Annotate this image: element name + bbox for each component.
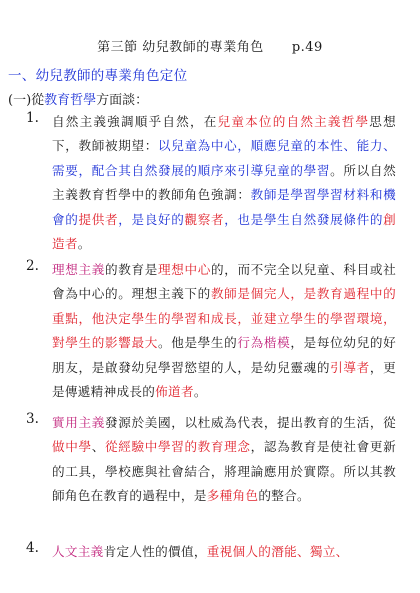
- item-number: 4.: [26, 540, 39, 556]
- text-segment: 。: [193, 384, 207, 400]
- list-item: [8, 258, 412, 428]
- text-segment: 行為楷模: [237, 335, 291, 351]
- item-text: [52, 540, 396, 564]
- page-header: [0, 36, 420, 55]
- text-segment: 重視個人的潛能、獨立、: [206, 544, 349, 559]
- text-segment: 。: [77, 236, 91, 252]
- item-text: [52, 411, 396, 509]
- text-segment: 引導者: [330, 359, 370, 375]
- text-segment: 自然主義強調順乎自然，在: [52, 114, 218, 129]
- text-segment: 多種角色: [206, 488, 259, 504]
- list-item: [8, 411, 412, 536]
- item-text: [52, 110, 396, 256]
- text-segment: 理想中心: [157, 262, 211, 277]
- chapter-title: 第三節 幼兒教師的專業角色: [97, 40, 264, 55]
- subsection-suffix: 方面談：: [96, 93, 149, 108]
- text-segment: 實用主義: [52, 415, 105, 430]
- text-segment: 的整合。: [258, 488, 310, 504]
- item-number: 1.: [26, 110, 39, 126]
- text-segment: ，是良好的: [118, 211, 185, 227]
- subsection-emphasis: 教育哲學: [44, 93, 97, 108]
- subsection-title: [8, 89, 148, 108]
- text-segment: 創造者: [52, 211, 397, 252]
- text-segment: 人文主義: [52, 544, 104, 559]
- item-number: 3.: [26, 411, 39, 427]
- item-number: 2.: [26, 258, 39, 274]
- text-segment: ，也是學生自然發展條件的: [224, 211, 384, 227]
- text-segment: 肯定人性的價值，: [103, 544, 207, 559]
- text-segment: 的，而不完全以兒童、科目或社會為中心的。理想主義下的: [52, 262, 397, 302]
- text-segment: ，更是傳遞精神成長的: [52, 359, 396, 400]
- text-segment: 教師是學習學習材料和機會的: [52, 187, 396, 227]
- text-segment: 教師是個完人，是教育過程中的重點，他決定學生的學習和成長，並建立學生的學習環境，對學生的影響最大: [52, 286, 396, 351]
- text-segment: 佈道者: [155, 384, 194, 400]
- text-segment: 。所以自然主義教育哲學中的教師角色強調：: [52, 162, 396, 203]
- subsection-prefix: (一)從: [8, 93, 45, 108]
- text-segment: 思想下，教師被期望：: [52, 114, 396, 154]
- list-item: [8, 110, 412, 260]
- list-item: [8, 540, 412, 570]
- text-segment: 兒童本位的自然主義哲學: [217, 114, 370, 129]
- text-segment: 做中學: [52, 439, 92, 455]
- text-segment: 、: [91, 439, 105, 455]
- text-segment: 的教育是: [104, 262, 158, 277]
- text-segment: 發源於美國，以杜威為代表，提出教育的生活，從: [104, 415, 396, 430]
- text-segment: 觀察者: [184, 211, 225, 227]
- text-segment: 理想主義: [52, 262, 105, 277]
- page-number: p.49: [291, 40, 323, 55]
- text-segment: 以兒童為中心，順應兒童的本性、能力、需要，配合其自然發展的順序來引導兒童的學習: [52, 138, 396, 178]
- text-segment: 從經驗中學習的教育理念: [104, 439, 251, 455]
- text-segment: ，認為教育是使社會更新的工具，學校應與社會結合，將理論應用於實際。所以其教師角色在教育的過程中，是: [52, 439, 396, 504]
- section-title: 一、幼兒教師的專業角色定位: [8, 68, 188, 84]
- text-segment: 提供者: [78, 211, 119, 227]
- text-segment: ，是每位幼兒的好朋友，是啟發幼兒學習慾望的人，是幼兒靈魂的: [52, 335, 397, 375]
- item-text: [52, 258, 396, 404]
- text-segment: 。他是學生的: [157, 335, 238, 351]
